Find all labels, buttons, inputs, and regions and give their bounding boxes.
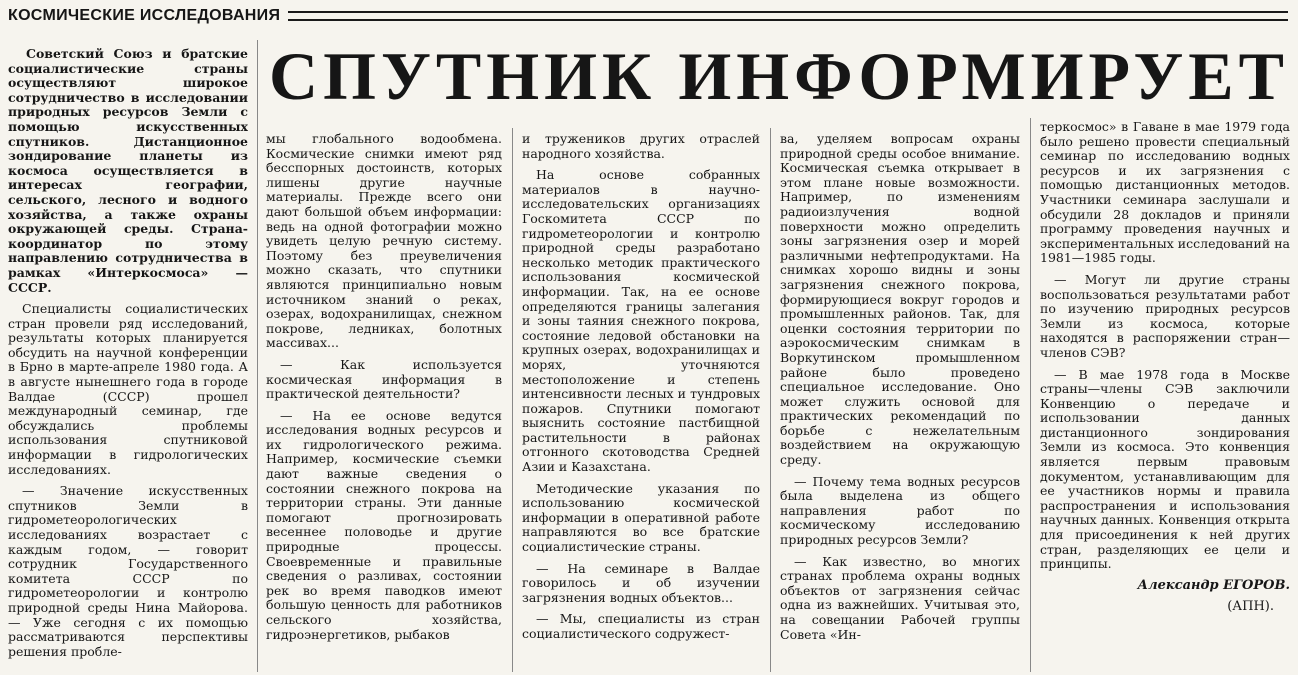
article-paragraph: — Почему тема водных ресурсов была выделена из общего направления работ по космическому исследованию природных ресурсов Земли? [780, 473, 1020, 548]
article-paragraph: теркосмос» в Гаване в мае 1979 года было решено провести специальный семинар по исследованию водных ресурсов и их загрязнения с помощью дистанционных методов. Участники семинара заслушали и обсудили 28 докладов и приняли программу проведения научных и экспериментальных исследований на 1981—1985 годы. [1040, 120, 1290, 266]
article-paragraph: — Как известно, во многих странах проблема охраны водных объектов от загрязнения сейчас одна из важнейших. Учитывая это, на совещании Рабочей группы Совета «Ин- [780, 553, 1020, 642]
article-paragraph: и тружеников других отраслей народного хозяйства. [522, 132, 760, 161]
article-column-2 [266, 132, 502, 672]
article-paragraph: — На ее основе ведутся исследования водных ресурсов и их гидрологического режима. Например, космические съемки дают важные сведения о состоянии снежного покрова на территории страны. Эти данные помогают прогнозировать весеннее половодье и другие природные процессы. Своевременные и правильные сведения о разливах, состоянии рек во время паводков имеют большую ценность для работников сельского хозяйства, гидроэнергетиков, рыбаков [266, 407, 502, 642]
article-paragraph: Специалисты социалистических стран провели ряд исследований, результаты которых планируется обсудить на научной конференции в Брно в марте-апреле 1980 года. А в августе нынешнего года в городе Валдае (СССР) прошел международный семинар, где обсуждались проблемы использования спутниковой информации в гидрологических исследованиях. [8, 301, 248, 477]
lead-paragraph: Советский Союз и братские социалистические страны осуществляют широкое сотрудничество в исследовании природных ресурсов Земли с помощью искусственных спутников. Дистанционное зондирование планеты из космоса осуществляется в интересах географии, сельского, лесного и водного хозяйства, а также охраны окружающей среды. Страна-координатор по этому направлению сотрудничества в рамках «Интеркосмоса» — СССР. [8, 47, 248, 295]
article-paragraph: мы глобального водообмена. Космические снимки имеют ряд бесспорных достоинств, которых лишены другие научные материалы. Прежде всего они дают большой объем информации: ведь на одной фотографии можно увидеть целую речную систему. Поэтому без преувеличения можно сказать, что спутники являются принципиально новым источником знаний о реках, озерах, водохранилищах, снежном покрове, ледниках, болотных массивах... [266, 132, 502, 351]
author-signature: Александр ЕГОРОВ. [1137, 577, 1290, 593]
article-column-4 [780, 132, 1020, 672]
article-column-1 [8, 47, 248, 672]
rubric-rule [288, 11, 1288, 21]
article-paragraph: — Как используется космическая информация в практической деятельности? [266, 356, 502, 402]
article-paragraph: На основе собранных материалов в научно-исследовательских организациях Госкомитета СССР по гидрометеорологии и контролю природной среды разработано несколько методик практического использования космической информации. Так, на ее основе определяются границы залегания и зоны таяния снежного покрова, состояние ледовой обстановки на крупных озерах, водохранилищах и морях, уточняются местоположение и степень интенсивности лесных и тундровых пожаров. Спутники помогают выяснить состояние пастбищной растительности в районах отгонного скотоводства Средней Азии и Казахстана. [522, 167, 760, 475]
article-paragraph: ва, уделяем вопросам охраны природной среды особое внимание. Космическая съемка открывает в этом плане новые возможности. Например, по изменениям радиоизлучения водной поверхности можно определить зоны загрязнения озер и морей различными нефтепродуктами. На снимках хорошо видны и зоны загрязнения снежного покрова, формирующиеся вокруг городов и промышленных районов. Так, для оценки состояния территории по аэрокосмическим снимкам в Воркутинском промышленном районе было проведено специальное исследование. Оно может служить основой для практических рекомендаций по борьбе с нежелательным воздействием на окружающую среду. [780, 132, 1020, 468]
agency-credit: (АПН). [1227, 599, 1274, 615]
article-column-3 [522, 132, 760, 672]
article-paragraph: — Могут ли другие страны воспользоваться результатами работ по изучению природных ресурсов Земли из космоса, которые находятся в распоряжении стран—членов СЭВ? [1040, 271, 1290, 360]
article-paragraph: Методические указания по использованию космической информации в оперативной работе направляются во все братские социалистические страны. [522, 480, 760, 555]
article-paragraph: — Значение искусственных спутников Земли в гидрометеорологических исследованиях возрастает с каждым годом, — говорит сотрудник Государственного комитета СССР по гидрометеорологии и контролю природной среды Нина Майорова. — Уже сегодня с их помощью рассматриваются перспективы решения пробле- [8, 483, 248, 659]
rubric-header [8, 6, 1288, 26]
article-paragraph: — В мае 1978 года в Москве страны—члены СЭВ заключили Конвенцию о передаче и использовании данных дистанционного зондирования Земли из космоса. Это конвенция является первым правовым документом, устанавливающим для ее участников нормы и правила распространения и использования научных данных. Конвенция открыта для присоединения к ней других стран, разделяющих ее цели и принципы. [1040, 366, 1290, 572]
column-divider [770, 128, 771, 672]
article-headline: СПУТНИК ИНФОРМИРУЕТ [268, 38, 1290, 114]
column-divider [1030, 118, 1031, 672]
article-paragraph: — На семинаре в Валдае говорилось и об изучении загрязнения водных объектов... [522, 560, 760, 605]
column-divider [512, 128, 513, 672]
article-paragraph: — Мы, специалисты из стран социалистического содружест- [522, 611, 760, 641]
rubric-title: КОСМИЧЕСКИЕ ИССЛЕДОВАНИЯ [8, 7, 281, 24]
article-column-5 [1040, 120, 1290, 672]
column-divider [257, 40, 258, 672]
